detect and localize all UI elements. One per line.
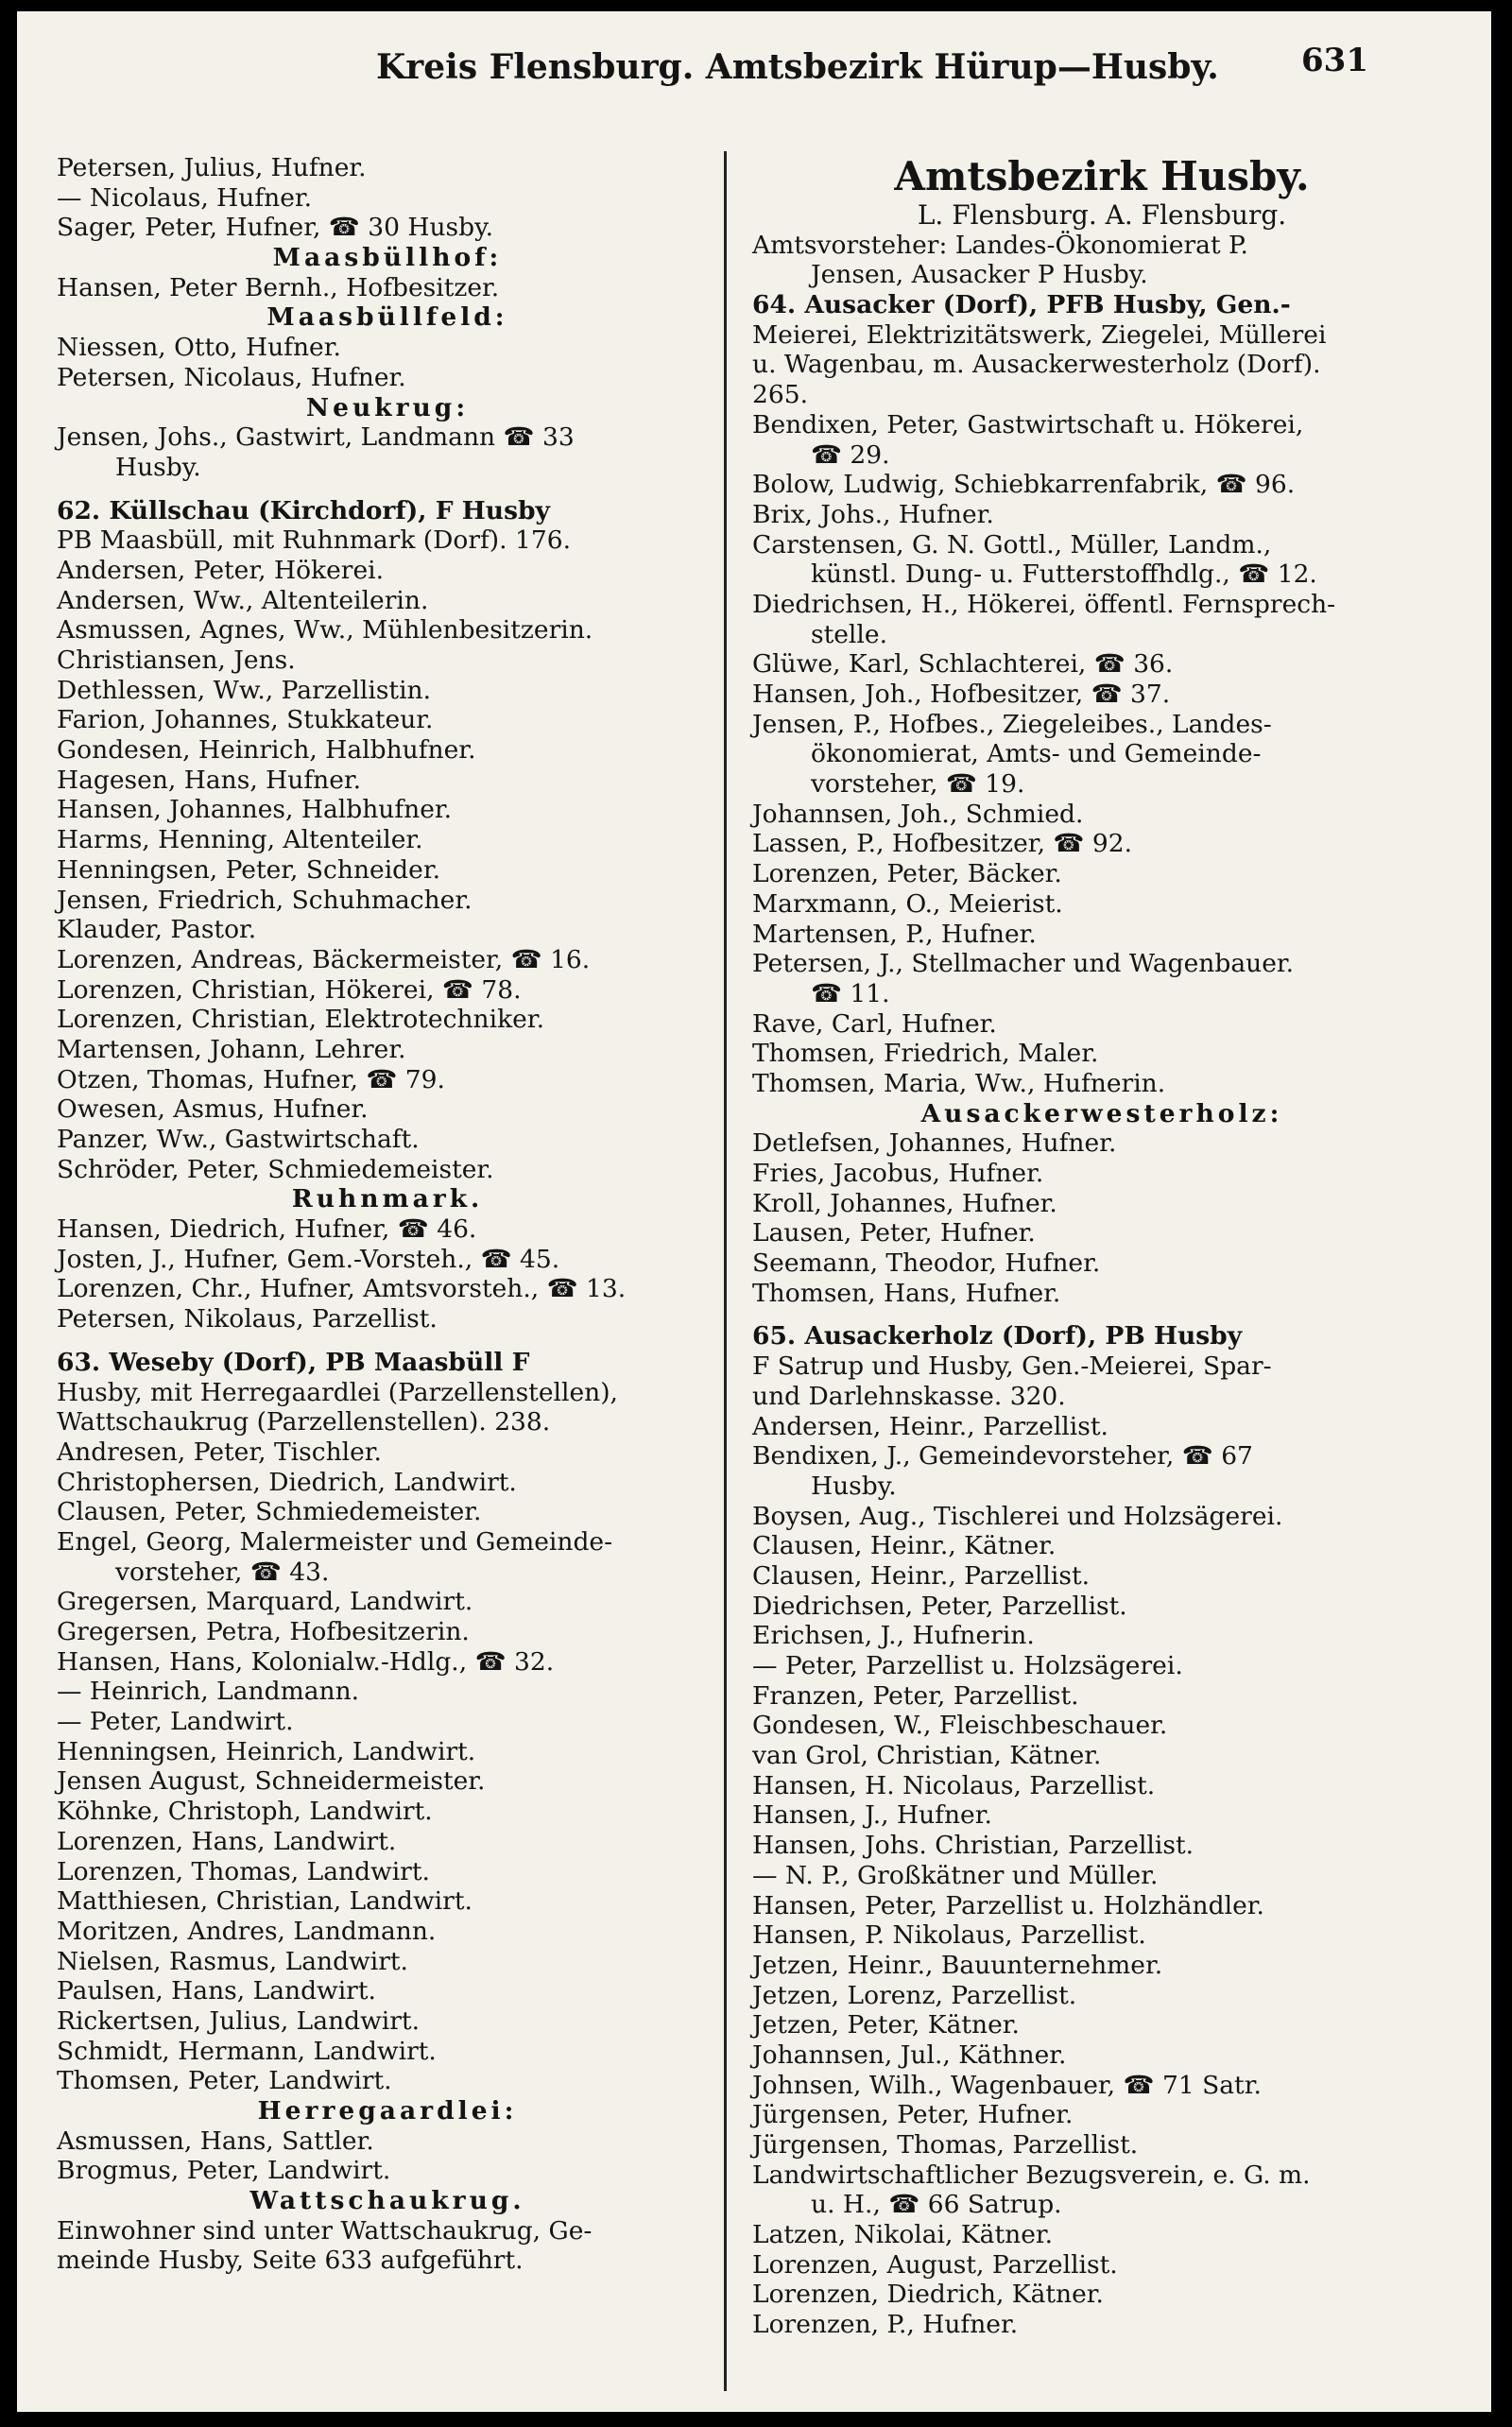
directory-entry: Rickertsen, Julius, Landwirt. <box>57 2005 421 2036</box>
directory-entry: Lorenzen, Christian, Hökerei, ☎ 78. <box>57 974 522 1005</box>
directory-entry: Jensen, P., Hofbes., Ziegeleibes., Landes- <box>752 709 1272 739</box>
directory-entry: Andersen, Heinr., Parzellist. <box>752 1411 1108 1441</box>
directory-entry: Carstensen, G. N. Gottl., Müller, Landm., <box>752 529 1272 559</box>
directory-entry: Engel, Georg, Malermeister und Gemeinde- <box>57 1526 613 1557</box>
directory-entry: u. Wagenbau, m. Ausackerwesterholz (Dorf). <box>752 350 1321 380</box>
directory-entry: Thomsen, Hans, Hufner. <box>752 1278 1061 1308</box>
entry-continuation: künstl. Dung- u. Futterstoffhdlg., ☎ 12. <box>811 559 1317 590</box>
directory-entry: Petersen, J., Stellmacher und Wagenbauer. <box>752 949 1295 979</box>
column-divider <box>724 151 727 2391</box>
directory-entry: Asmussen, Hans, Sattler. <box>57 2126 374 2156</box>
directory-entry: Landwirtschaftlicher Bezugsverein, e. G. m. <box>752 2160 1311 2190</box>
directory-entry: Fries, Jacobus, Hufner. <box>752 1159 1044 1188</box>
directory-entry: Dethlessen, Ww., Parzellistin. <box>57 675 432 705</box>
directory-entry: Detlefsen, Johannes, Hufner. <box>752 1128 1117 1159</box>
directory-entry: Hansen, Peter, Parzellist u. Holzhändler. <box>752 1890 1264 1920</box>
directory-entry: Harms, Henning, Altenteiler. <box>57 825 423 855</box>
directory-entry: Martensen, P., Hufner. <box>752 919 1037 949</box>
directory-entry: Einwohner sind unter Wattschaukrug, Ge- <box>57 2215 593 2246</box>
directory-entry: Bendixen, J., Gemeindevorsteher, ☎ 67 <box>752 1441 1253 1472</box>
directory-entry: Hansen, Peter Bernh., Hofbesitzer. <box>57 272 500 302</box>
spacer <box>57 483 718 496</box>
directory-entry: Andersen, Peter, Hökerei. <box>57 555 385 585</box>
directory-entry: Gondesen, W., Fleischbeschauer. <box>752 1711 1168 1741</box>
directory-entry: Farion, Johannes, Stukkateur. <box>57 705 434 735</box>
district-title: Amtsbezirk Husby. <box>894 153 1310 199</box>
directory-entry: Petersen, Nikolaus, Parzellist. <box>57 1304 438 1334</box>
directory-entry: Diedrichsen, Peter, Parzellist. <box>752 1591 1127 1621</box>
directory-entry: Hansen, P. Nikolaus, Parzellist. <box>752 1920 1146 1951</box>
directory-entry: meinde Husby, Seite 633 aufgeführt. <box>57 2246 524 2276</box>
page-header <box>17 42 1491 104</box>
directory-entry: Gondesen, Heinrich, Halbhufner. <box>57 735 476 766</box>
directory-entry: Paulsen, Hans, Landwirt. <box>57 1976 376 2006</box>
directory-entry: Lausen, Peter, Hufner. <box>752 1218 1036 1248</box>
spacer <box>752 1308 1452 1321</box>
directory-entry: Martensen, Johann, Lehrer. <box>57 1034 406 1064</box>
directory-entry: Owesen, Asmus, Hufner. <box>57 1094 369 1125</box>
directory-entry: Henningsen, Heinrich, Landwirt. <box>57 1736 476 1766</box>
entry-continuation: ☎ 29. <box>811 439 890 470</box>
directory-entry: Thomsen, Friedrich, Maler. <box>752 1039 1099 1069</box>
locality-heading: Neukrug: <box>305 392 470 422</box>
directory-entry: Latzen, Nikolai, Kätner. <box>752 2220 1054 2250</box>
directory-entry: Hansen, J., Hufner. <box>752 1800 992 1831</box>
directory-entry: Lorenzen, Thomas, Landwirt. <box>57 1856 430 1886</box>
entry-continuation: ☎ 11. <box>811 978 890 1008</box>
directory-entry: Andresen, Peter, Tischler. <box>57 1437 382 1467</box>
running-head: Kreis Flensburg. Amtsbezirk Hürup—Husby. <box>376 47 1219 87</box>
locality-heading: Wattschaukrug. <box>249 2186 525 2216</box>
entry-continuation: u. H., ☎ 66 Satrup. <box>811 2190 1062 2220</box>
directory-entry: Meierei, Elektrizitätswerk, Ziegelei, Müllerei <box>752 319 1327 350</box>
entry-continuation: Jensen, Ausacker P Husby. <box>811 260 1148 290</box>
directory-entry: F Satrup und Husby, Gen.-Meierei, Spar- <box>752 1351 1272 1382</box>
directory-entry: Gregersen, Petra, Hofbesitzerin. <box>57 1617 470 1646</box>
entry-continuation: stelle. <box>811 619 887 649</box>
directory-entry: — Peter, Landwirt. <box>57 1707 294 1737</box>
directory-entry: Seemann, Theodor, Hufner. <box>752 1248 1101 1279</box>
directory-entry: Nielsen, Rasmus, Landwirt. <box>57 1946 408 1976</box>
directory-entry: Petersen, Nicolaus, Hufner. <box>57 362 406 392</box>
locality-heading: Maasbüllhof: <box>272 243 503 273</box>
place-heading: 62. Küllschau (Kirchdorf), F Husby <box>57 495 550 525</box>
directory-entry: — Peter, Parzellist u. Holzsägerei. <box>752 1651 1183 1680</box>
directory-entry: Matthiesen, Christian, Landwirt. <box>57 1886 472 1917</box>
directory-entry: Asmussen, Agnes, Ww., Mühlenbesitzerin. <box>57 615 593 645</box>
directory-entry: Bolow, Ludwig, Schiebkarrenfabrik, ☎ 96. <box>752 470 1296 500</box>
directory-entry: Hansen, Johannes, Halbhufner. <box>57 795 453 825</box>
directory-entry: — Nicolaus, Hufner. <box>57 182 313 213</box>
directory-entry: Boysen, Aug., Tischlerei und Holzsägerei. <box>752 1501 1283 1531</box>
directory-entry: Glüwe, Karl, Schlachterei, ☎ 36. <box>752 649 1174 680</box>
directory-entry: van Grol, Christian, Kätner. <box>752 1741 1102 1771</box>
directory-entry: Hansen, Johs. Christian, Parzellist. <box>752 1831 1194 1861</box>
directory-entry: Henningsen, Peter, Schneider. <box>57 854 441 885</box>
directory-entry: Hansen, Diedrich, Hufner, ☎ 46. <box>57 1214 477 1245</box>
directory-entry: Panzer, Ww., Gastwirtschaft. <box>57 1125 420 1154</box>
spacer <box>57 1334 718 1348</box>
book-page <box>17 11 1491 2412</box>
directory-entry: Wattschaukrug (Parzellenstellen). 238. <box>57 1407 551 1437</box>
directory-entry: Jetzen, Heinr., Bauunternehmer. <box>752 1950 1163 1980</box>
directory-entry: Hansen, Hans, Kolonialw.-Hdlg., ☎ 32. <box>57 1646 555 1677</box>
directory-entry: 265. <box>752 380 809 410</box>
directory-entry: Clausen, Heinr., Parzellist. <box>752 1560 1091 1591</box>
entry-continuation: Husby. <box>811 1471 897 1501</box>
directory-entry: Moritzen, Andres, Landmann. <box>57 1916 437 1946</box>
directory-entry: Lorenzen, Christian, Elektrotechniker. <box>57 1005 544 1035</box>
directory-entry: Lorenzen, Hans, Landwirt. <box>57 1826 397 1856</box>
entry-continuation: vorsteher, ☎ 43. <box>115 1557 330 1587</box>
directory-entry: Lorenzen, Andreas, Bäckermeister, ☎ 16. <box>57 944 591 974</box>
directory-entry: Brix, Johs., Hufner. <box>752 499 994 529</box>
directory-entry: Gregersen, Marquard, Landwirt. <box>57 1587 473 1617</box>
directory-entry: und Darlehnskasse. 320. <box>752 1381 1066 1411</box>
directory-entry: Klauder, Pastor. <box>57 915 257 945</box>
locality-heading: Ausackerwesterholz: <box>920 1098 1283 1128</box>
directory-entry: Lorenzen, Chr., Hufner, Amtsvorsteh., ☎ 13. <box>57 1274 627 1304</box>
directory-entry: Lorenzen, August, Parzellist. <box>752 2249 1118 2280</box>
directory-entry: Jensen August, Schneidermeister. <box>57 1766 486 1797</box>
directory-entry: Lorenzen, Peter, Bäcker. <box>752 859 1062 889</box>
directory-entry: Jensen, Johs., Gastwirt, Landmann ☎ 33 <box>57 422 575 453</box>
directory-entry: Hansen, Joh., Hofbesitzer, ☎ 37. <box>752 680 1171 709</box>
directory-entry: Lassen, P., Hofbesitzer, ☎ 92. <box>752 829 1132 859</box>
directory-entry: Hagesen, Hans, Hufner. <box>57 765 362 795</box>
directory-entry: Lorenzen, P., Hufner. <box>752 2310 1019 2340</box>
locality-heading: Herregaardlei: <box>257 2096 518 2126</box>
directory-entry: Petersen, Julius, Hufner. <box>57 153 367 182</box>
directory-entry: Husby, mit Herregaardlei (Parzellenstellen), <box>57 1377 618 1407</box>
place-heading: 64. Ausacker (Dorf), PFB Husby, Gen.- <box>752 290 1291 320</box>
directory-entry: Christiansen, Jens. <box>57 645 296 675</box>
directory-entry: Johnsen, Wilh., Wagenbauer, ☎ 71 Satr. <box>752 2070 1262 2100</box>
directory-entry: Franzen, Peter, Parzellist. <box>752 1680 1079 1711</box>
directory-entry: Josten, J., Hufner, Gem.-Vorsteh., ☎ 45. <box>57 1244 560 1274</box>
entry-continuation: Husby. <box>115 452 201 482</box>
directory-entry: Sager, Peter, Hufner, ☎ 30 Husby. <box>57 213 493 243</box>
directory-entry: Bendixen, Peter, Gastwirtschaft u. Hökerei, <box>752 409 1304 439</box>
directory-entry: Jetzen, Lorenz, Parzellist. <box>752 1980 1077 2010</box>
place-heading: 63. Weseby (Dorf), PB Maasbüll F <box>57 1347 530 1377</box>
directory-entry: Amtsvorsteher: Landes-Ökonomierat P. <box>752 230 1248 260</box>
directory-entry: Diedrichsen, H., Hökerei, öffentl. Fernsprech- <box>752 589 1336 619</box>
directory-entry: Christophersen, Diedrich, Landwirt. <box>57 1467 517 1497</box>
district-subtitle: L. Flensburg. A. Flensburg. <box>917 199 1287 231</box>
directory-entry: Otzen, Thomas, Hufner, ☎ 79. <box>57 1064 445 1094</box>
directory-entry: Niessen, Otto, Hufner. <box>57 333 341 363</box>
locality-heading: Maasbüllfeld: <box>266 302 508 333</box>
directory-entry: Andersen, Ww., Altenteilerin. <box>57 585 429 615</box>
directory-entry: Marxmann, O., Meierist. <box>752 888 1063 919</box>
locality-heading: Ruhnmark. <box>291 1184 484 1214</box>
directory-entry: Thomsen, Peter, Landwirt. <box>57 2066 392 2096</box>
entry-continuation: vorsteher, ☎ 19. <box>811 769 1025 800</box>
directory-entry: Kroll, Johannes, Hufner. <box>752 1188 1057 1218</box>
directory-entry: — Heinrich, Landmann. <box>57 1677 360 1707</box>
directory-entry: Rave, Carl, Hufner. <box>752 1008 997 1039</box>
directory-entry: PB Maasbüll, mit Ruhnmark (Dorf). 176. <box>57 525 572 556</box>
directory-entry: Brogmus, Peter, Landwirt. <box>57 2156 391 2186</box>
directory-entry: Jürgensen, Thomas, Parzellist. <box>752 2130 1139 2160</box>
directory-entry: Schmidt, Hermann, Landwirt. <box>57 2036 437 2066</box>
directory-entry: Jürgensen, Peter, Hufner. <box>752 2100 1074 2130</box>
page-number: 631 <box>1301 42 1368 79</box>
directory-entry: Clausen, Peter, Schmiedemeister. <box>57 1497 482 1527</box>
directory-entry: — N. P., Großkätner und Müller. <box>752 1860 1159 1890</box>
directory-entry: Hansen, H. Nicolaus, Parzellist. <box>752 1770 1156 1800</box>
directory-entry: Thomsen, Maria, Ww., Hufnerin. <box>752 1068 1166 1098</box>
directory-entry: Jetzen, Peter, Kätner. <box>752 2010 1020 2040</box>
directory-entry: Johannsen, Joh., Schmied. <box>752 799 1084 829</box>
directory-entry: Lorenzen, Diedrich, Kätner. <box>752 2280 1104 2310</box>
place-heading: 65. Ausackerholz (Dorf), PB Husby <box>752 1321 1243 1351</box>
directory-entry: Jensen, Friedrich, Schuhmacher. <box>57 885 472 915</box>
directory-entry: Clausen, Heinr., Kätner. <box>752 1531 1057 1561</box>
directory-entry: Schröder, Peter, Schmiedemeister. <box>57 1154 494 1184</box>
right-column <box>752 153 1452 2340</box>
directory-entry: Johannsen, Jul., Käthner. <box>752 2040 1067 2070</box>
directory-entry: Erichsen, J., Hufnerin. <box>752 1621 1035 1651</box>
directory-entry: Köhnke, Christoph, Landwirt. <box>57 1797 433 1827</box>
entry-continuation: ökonomierat, Amts- und Gemeinde- <box>811 739 1262 769</box>
left-column <box>57 153 718 2276</box>
